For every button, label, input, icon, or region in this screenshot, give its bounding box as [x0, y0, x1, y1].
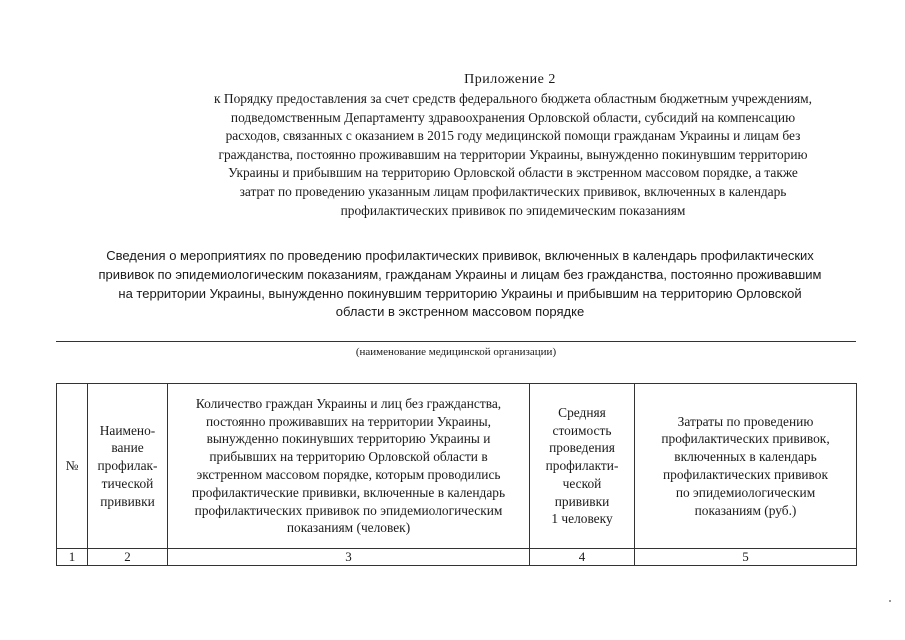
header-average-cost: Средняя стоимость проведения профилакти- ческой прививки 1 человеку [530, 384, 635, 549]
report-table [56, 383, 857, 566]
appendix-line: к Порядку предоставления за счет средств федерального бюджета областным бюджетным учреждениям, [214, 91, 812, 106]
scan-speck [889, 600, 891, 602]
heading-line: на территории Украины, вынужденно покинувшим территорию Украины и прибывшим на территорию Орловской [118, 285, 802, 301]
heading-line: прививок по эпидемиологическим показаниям, гражданам Украины и лицам без гражданства, постоянно проживавшим [98, 266, 822, 282]
appendix-line: подведомственным Департаменту здравоохранения Орловской области, субсидий на компенсацию [230, 109, 796, 125]
column-number-cell: 2 [88, 549, 168, 566]
appendix-line: затрат по проведению указанным лицам профилактических прививок, включенных в календарь [239, 183, 787, 199]
organization-caption: (наименование медицинской организации) [355, 346, 557, 358]
appendix-line: Украины и прибывшим на территорию Орловской области в экстренном массовом порядке, а также [228, 165, 798, 181]
column-number-cell: 3 [168, 549, 530, 566]
table-header-row [57, 384, 857, 549]
appendix-title: Приложение 2 [464, 72, 556, 87]
column-number-cell: 1 [57, 549, 88, 566]
appendix-reference [168, 90, 858, 220]
column-number-row [57, 549, 857, 566]
document-heading [60, 247, 860, 322]
header-total-costs: Затраты по проведению профилактических прививок, включенных в календарь профилактических прививок по эпидемиологическим показаниям (руб.) [635, 384, 857, 549]
appendix-line: гражданства, постоянно проживавшим на территории Украины, вынужденно покинувшим территорию [218, 146, 808, 162]
header-people-count: Количество граждан Украины и лиц без гражданства, постоянно проживавших на территории Украины, вынужденно покинувших территорию Украины и прибывших на территорию Орловской области в экстренном массовом порядке, которым проводились профилактические прививки, включенные в календарь профилактических прививок по эпидемиологическим показаниям (человек) [168, 384, 530, 549]
column-number-cell: 4 [530, 549, 635, 566]
header-number: № [57, 384, 88, 549]
appendix-line: расходов, связанных с оказанием в 2015 году медицинской помощи гражданам Украины и лицам без [225, 128, 801, 144]
appendix-line: профилактических прививок по эпидемическим показаниям [340, 202, 686, 218]
heading-line: области в экстренном массовом порядке [335, 304, 585, 320]
header-vaccination-name: Наимено- вание профилак- тической прививки [88, 384, 168, 549]
column-number-cell: 5 [635, 549, 857, 566]
heading-line: Сведения о мероприятиях по проведению профилактических прививок, включенных в календарь профилактических [106, 248, 814, 263]
organization-name-line [56, 341, 856, 342]
